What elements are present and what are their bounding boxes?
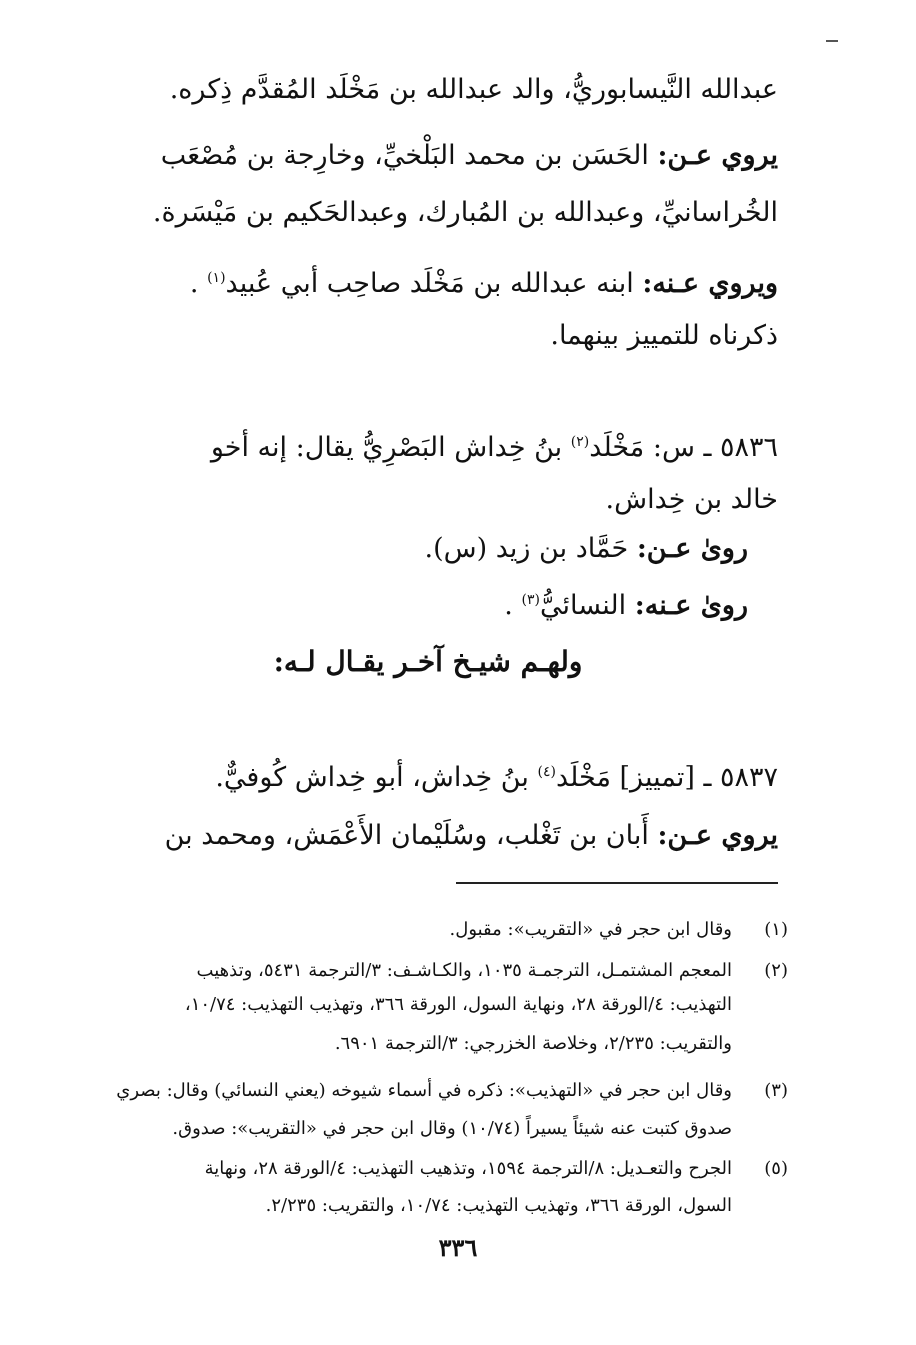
narrates-from-label-3: يروي عـن: [657, 820, 778, 851]
footnote-text: المعجم المشتمـل، الترجمـة ١٠٣٥، والكـاشـف: ٣/الترجمة ٥٤٣١، وتذهيب [196, 960, 732, 981]
entry-5836-heading [78, 422, 778, 468]
narrated-by-label-2: روىٰ عـنه: [634, 590, 748, 621]
narrated-by-end: . [189, 268, 199, 299]
footnote-separator [456, 882, 778, 884]
footnote-text: الجرح والتعـديل: ٨/الترجمة ١٥٩٤، وتذهيب التهذيب: ٤/الورقة ٢٨، ونهاية [204, 1158, 732, 1179]
entry-5836-desc: بنُ خِداش البَصْرِيُّ يقال: إنه أخو [210, 432, 563, 463]
entry-5837-desc: بنُ خِداش، أبو خِداش كُوفيٌّ. [215, 762, 529, 793]
footnote-text: وقال ابن حجر في «التقريب»: مقبول. [449, 919, 732, 940]
narrated-from-label: روىٰ عـن: [636, 533, 748, 564]
footnote-number: (٥) [764, 1158, 788, 1179]
narrated-by-label: ويروي عـنه: [642, 268, 778, 299]
footnote-ref-1[interactable]: (١) [207, 270, 226, 286]
entry-5837-narrates-from [78, 816, 778, 856]
footnote-ref-4[interactable]: (٤) [537, 764, 556, 780]
entry-5836-narrated-by [48, 580, 748, 626]
top-mark [826, 40, 838, 42]
continuation-line: عبدالله النَّيسابوريُّ، والد عبدالله بن مَخْلَد المُقدَّم ذِكره. [169, 74, 778, 105]
entry-5837-heading [78, 752, 778, 798]
entry-5836-line2: خالد بن خِداش. [605, 484, 778, 515]
entry-5836-narrated-from [48, 529, 748, 569]
footnote-text: السول، الورقة ٣٦٦، وتهذيب التهذيب: ١٠/٧٤، والتقريب: ٢/٢٣٥. [265, 1195, 732, 1216]
entry-5837-title: ٥٨٣٧ ـ [تمييز] مَخْلَد [555, 762, 778, 793]
narrates-from-text-3: أَبان بن تَغْلب، وسُلَيْمان الأَعْمَش، ومحمد بن [164, 820, 649, 851]
entry1-narrates-from-line1 [78, 136, 778, 176]
footnote-text: التهذيب: ٤/الورقة ٢٨، ونهاية السول، الورقة ٣٦٦، وتهذيب التهذيب: ١٠/٧٤، [184, 994, 732, 1015]
section-heading: ولهـم شيـخ آخـر يقـال لـه: [273, 645, 583, 678]
footnote-number: (٣) [764, 1080, 788, 1101]
narrated-by-text-2: النسائيُّ [539, 590, 627, 621]
entry1-note: ذكرناه للتمييز بينهما. [550, 320, 778, 351]
entry1-narrated-by-line [78, 258, 778, 304]
narrated-from-text: حَمَّاد بن زيد (س). [424, 533, 629, 564]
footnote-ref-3[interactable]: (٣) [521, 592, 540, 608]
footnote-number: (١) [764, 919, 788, 940]
narrates-from-text: الحَسَن بن محمد البَلْخيِّ، وخارِجة بن مُصْعَب [160, 140, 649, 171]
narrates-from-label: يروي عـن: [657, 140, 778, 171]
entry1-narrates-from-line2: الخُراسانيِّ، وعبدالله بن المُبارك، وعبدالحَكيم بن مَيْسَرة. [152, 197, 778, 228]
entry-5836-title: ٥٨٣٦ ـ س: مَخْلَد [589, 432, 778, 463]
footnote-number: (٢) [764, 960, 788, 981]
narrated-by-end-2: . [504, 590, 513, 621]
narrated-by-text: ابنه عبدالله بن مَخْلَد صاحِب أبي عُبيد [225, 268, 634, 299]
footnote-ref-2[interactable]: (٢) [570, 434, 590, 450]
footnote-text: وقال ابن حجر في «التهذيب»: ذكره في أسماء شيوخه (يعني النسائي) وقال: بصري [116, 1080, 732, 1101]
footnote-text: والتقريب: ٢/٢٣٥، وخلاصة الخزرجي: ٣/الترجمة ٦٩٠١. [334, 1033, 732, 1054]
footnote-text: صدوق كتبت عنه شيئاً يسيراً (١٠/٧٤) وقال ابن حجر في «التقريب»: صدوق. [172, 1118, 732, 1139]
page-number: ٣٣٦ [438, 1233, 478, 1262]
